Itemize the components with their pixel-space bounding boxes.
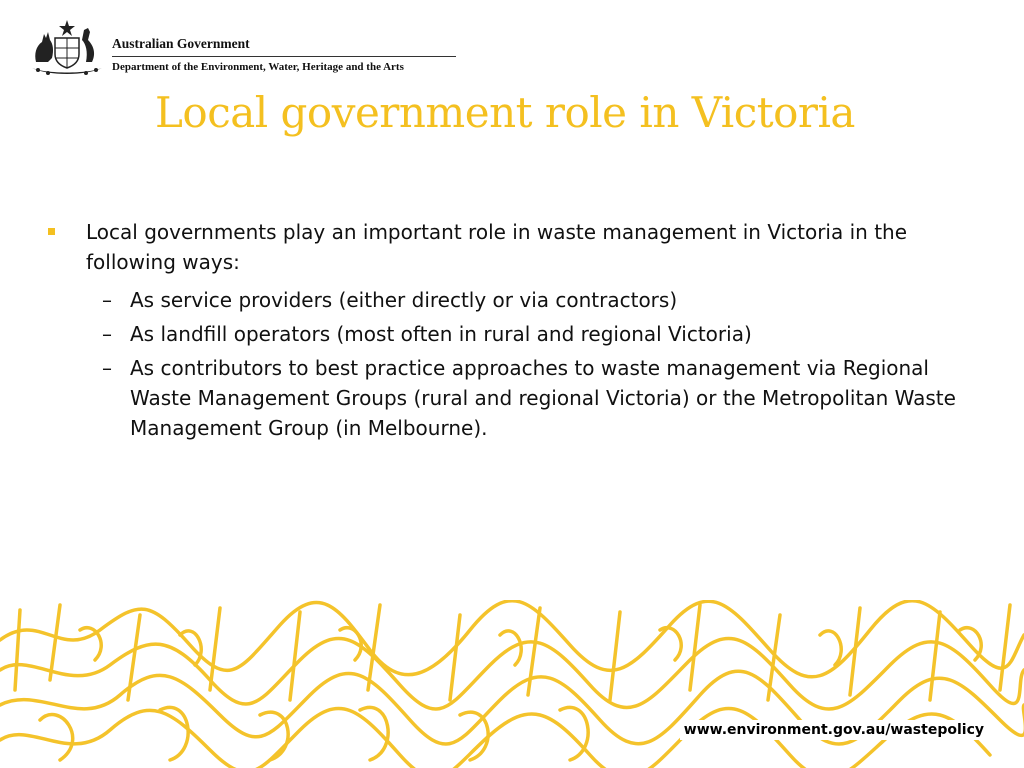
government-name: Australian Government xyxy=(112,36,250,51)
slide-body xyxy=(48,217,988,447)
dash-icon: – xyxy=(102,288,112,312)
header xyxy=(28,18,458,80)
dash-icon: – xyxy=(102,356,112,380)
sub-bullet-item xyxy=(48,285,988,315)
header-divider xyxy=(112,56,456,57)
sub-bullet-text: As service providers (either directly or via contractors) xyxy=(130,288,678,312)
handwriting-pattern xyxy=(0,600,1024,768)
coat-of-arms-icon xyxy=(28,18,106,78)
sub-bullet-item xyxy=(48,319,988,349)
sub-bullet-item xyxy=(48,353,988,443)
sub-bullet-text: As landfill operators (most often in rural and regional Victoria) xyxy=(130,322,752,346)
sub-bullet-text: As contributors to best practice approaches to waste management via Regional Waste Management Groups (rural and regional Victoria) or the Metropolitan Waste Management Group (in Melbourne). xyxy=(130,356,956,440)
sub-bullet-list xyxy=(48,285,988,443)
bullet-item xyxy=(48,217,988,277)
bullet-text: Local governments play an important role in waste management in Victoria in the following ways: xyxy=(86,220,908,274)
dash-icon: – xyxy=(102,322,112,346)
square-bullet-icon xyxy=(48,228,55,235)
footer-url[interactable]: www.environment.gov.au/wastepolicy xyxy=(680,720,988,740)
slide-title: Local government role in Victoria xyxy=(155,88,855,137)
department-name: Department of the Environment, Water, Heritage and the Arts xyxy=(112,61,404,73)
